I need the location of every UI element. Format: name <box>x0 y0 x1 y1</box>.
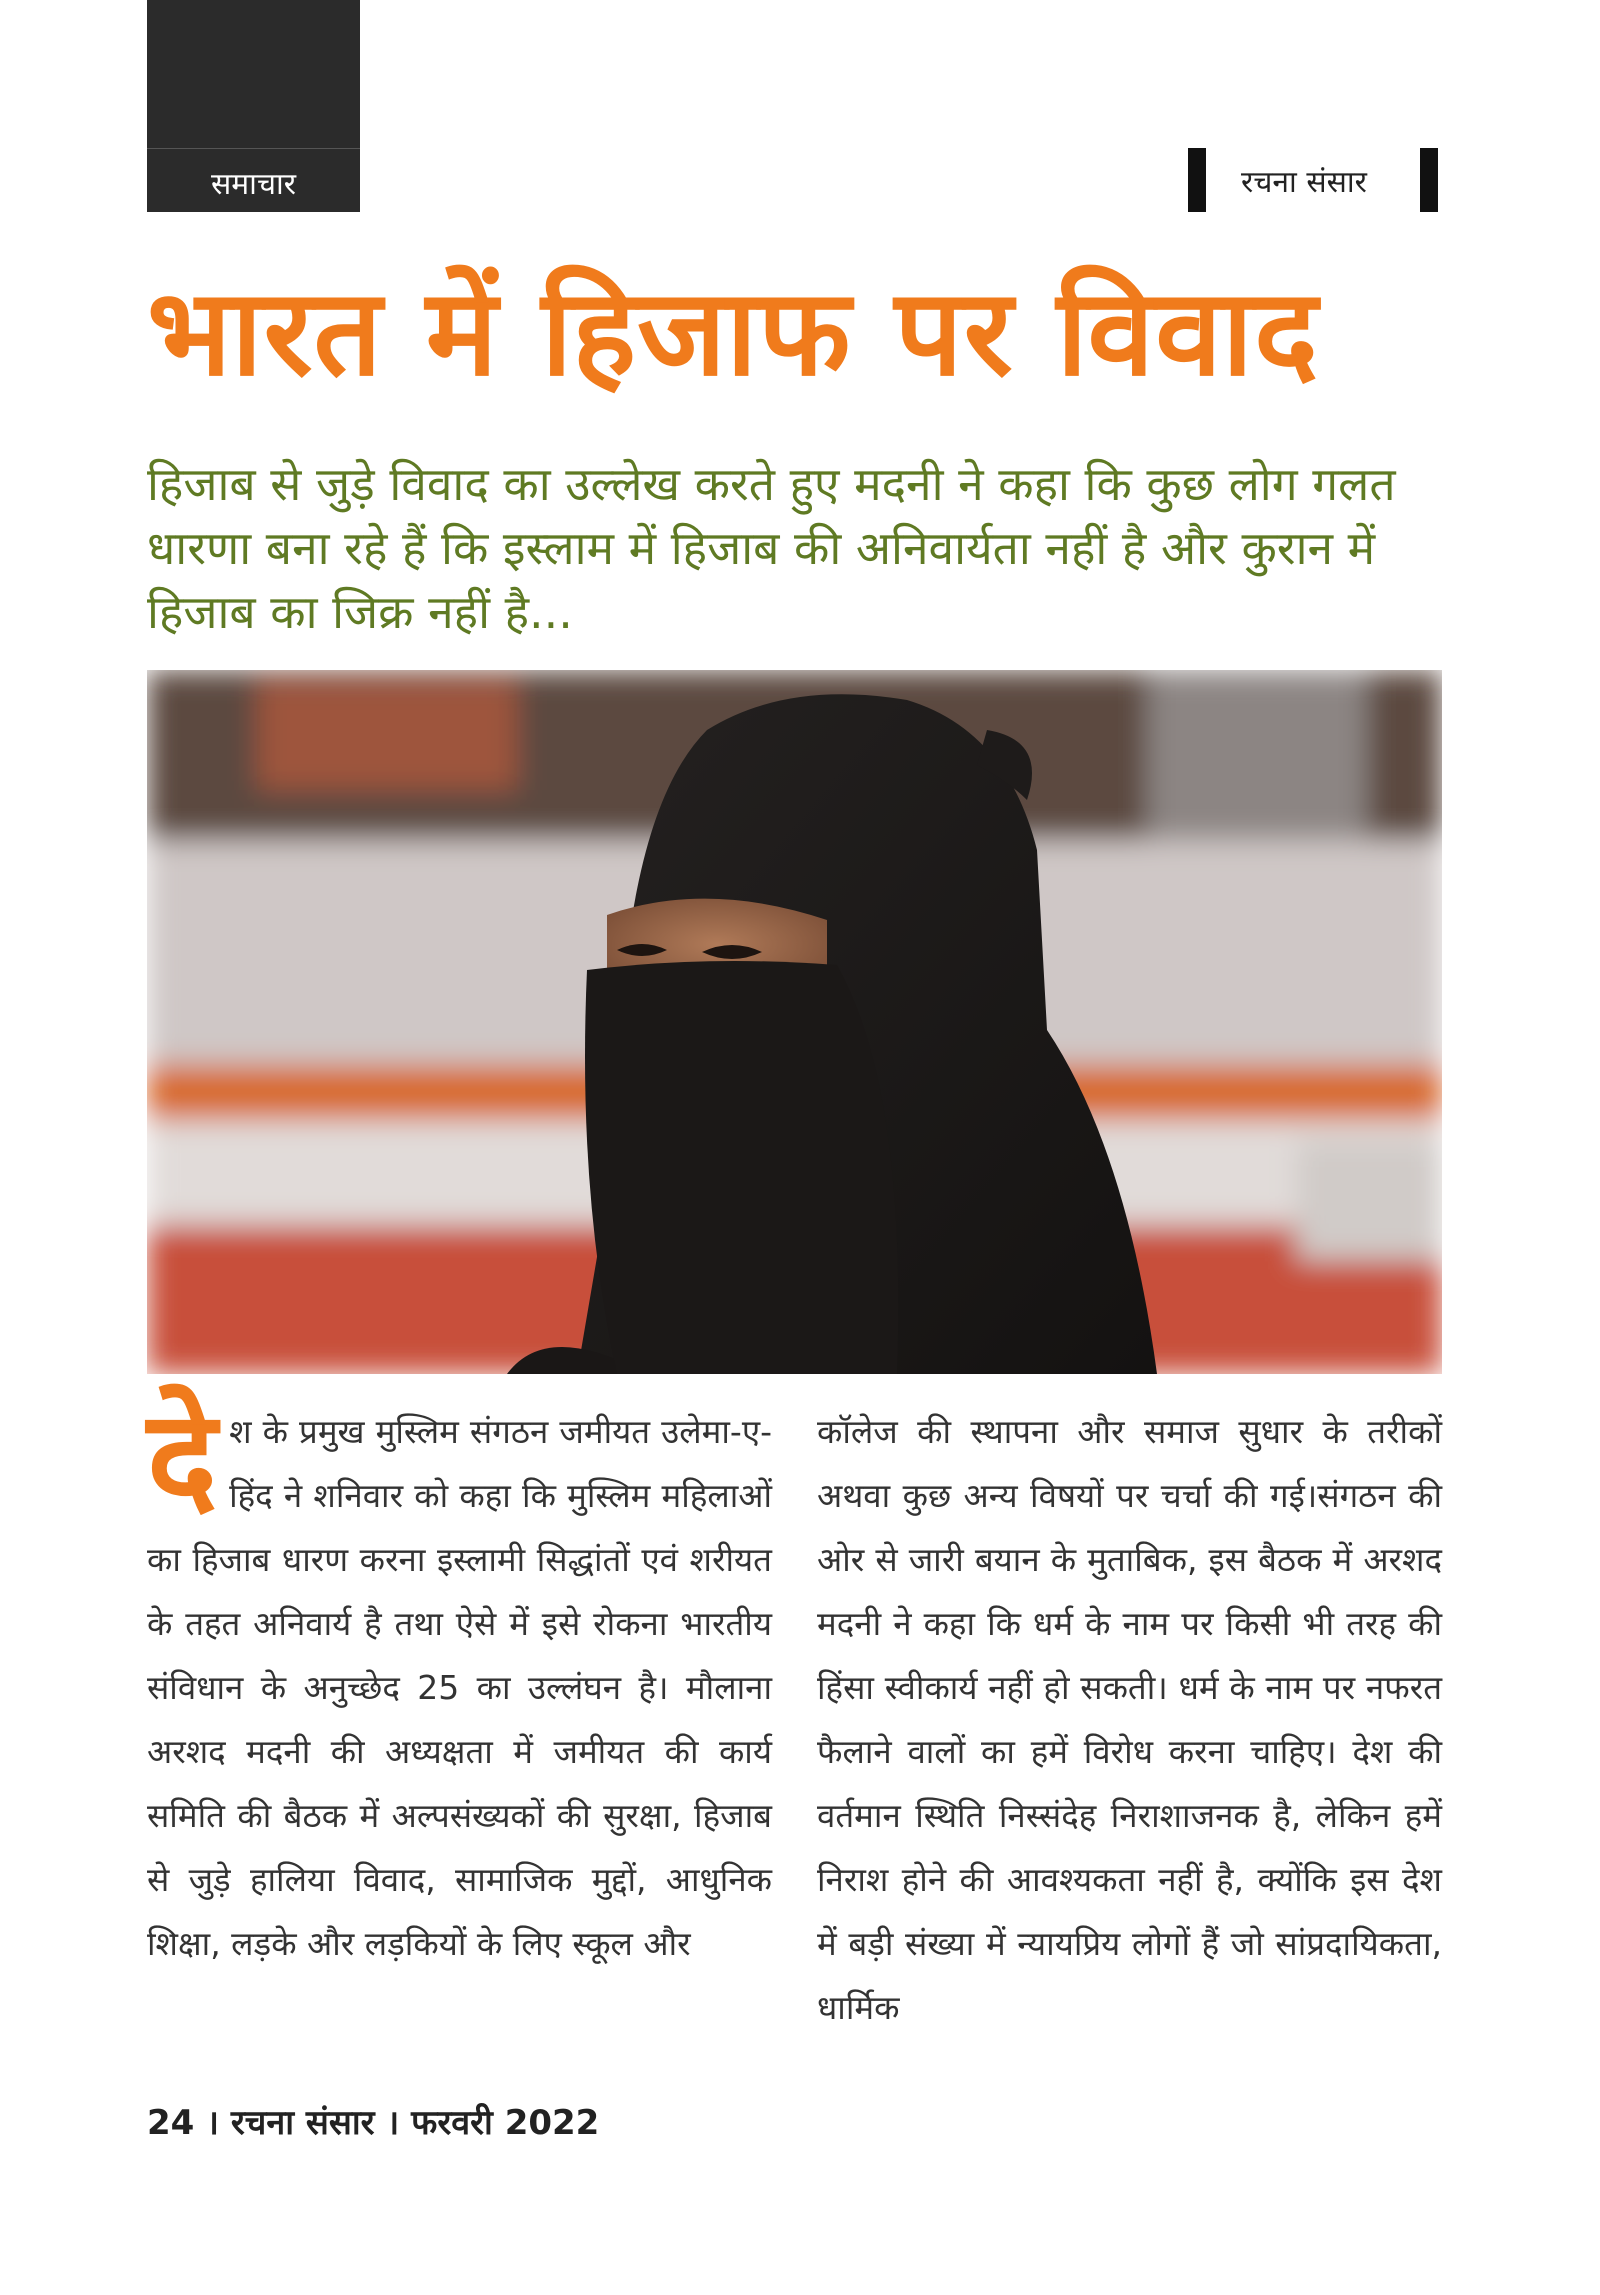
section-tab <box>147 0 360 212</box>
body-column-left <box>147 1382 772 1976</box>
body-column-right <box>817 1400 1442 2040</box>
section-tab-divider <box>147 148 360 149</box>
page-footer: 24 । रचना संसार । फरवरी 2022 <box>147 2103 600 2143</box>
section-label: समाचार <box>210 167 297 202</box>
standfirst: हिजाब से जुड़े विवाद का उल्लेख करते हुए मदनी ने कहा कि कुछ लोग गलत धारणा बना रहे हैं कि इस्लाम में हिजाब की अनिवार्यता नहीं है और कुरान में हिजाब का जिक्र नहीं है... <box>147 457 1396 639</box>
magazine-name-right-bar <box>1420 148 1438 212</box>
magazine-name: रचना संसार <box>1241 165 1367 200</box>
hijab-woman-photo <box>147 670 1442 1374</box>
headline: भारत में हिजाफ पर विवाद <box>147 264 1319 403</box>
body-text-right: कॉलेज की स्थापना और समाज सुधार के तरीकों अथवा कुछ अन्य विषयों पर चर्चा की गई।संगठन की ओर से जारी बयान के मुताबिक, इस बैठक में अरशद मदनी ने कहा कि धर्म के नाम पर किसी भी तरह की हिंसा स्वीकार्य नहीं हो सकती। धर्म के नाम पर नफरत फैलाने वालों का हमें विरोध करना चाहिए। देश की वर्तमान स्थिति निस्संदेह निराशाजनक है, लेकिन हमें निराश होने की आवश्यकता नहीं है, क्योंकि इस देश में बड़ी संख्या में न्यायप्रिय लोगों हैं जो सांप्रदायिकता, धार्मिक <box>817 1412 1442 2027</box>
drop-cap: दे <box>147 1382 218 1536</box>
body-text-left: श के प्रमुख मुस्लिम संगठन जमीयत उलेमा-ए-हिंद ने शनिवार को कहा कि मुस्लिम महिलाओं का हिजाब धारण करना इस्लामी सिद्धांतों एवं शरीयत के तहत अनिवार्य है तथा ऐसे में इसे रोकना भारतीय संविधान के अनुच्छेद 25 का उल्लंघन है। मौलाना अरशद मदनी की अध्यक्षता में जमीयत की कार्य समिति की बैठक में अल्पसंख्यकों की सुरक्षा, हिजाब से जुड़े हालिया विवाद, सामाजिक मुद्दों, आधुनिक शिक्षा, लड़के और लड़कियों के लिए स्कूल और <box>147 1412 772 1963</box>
